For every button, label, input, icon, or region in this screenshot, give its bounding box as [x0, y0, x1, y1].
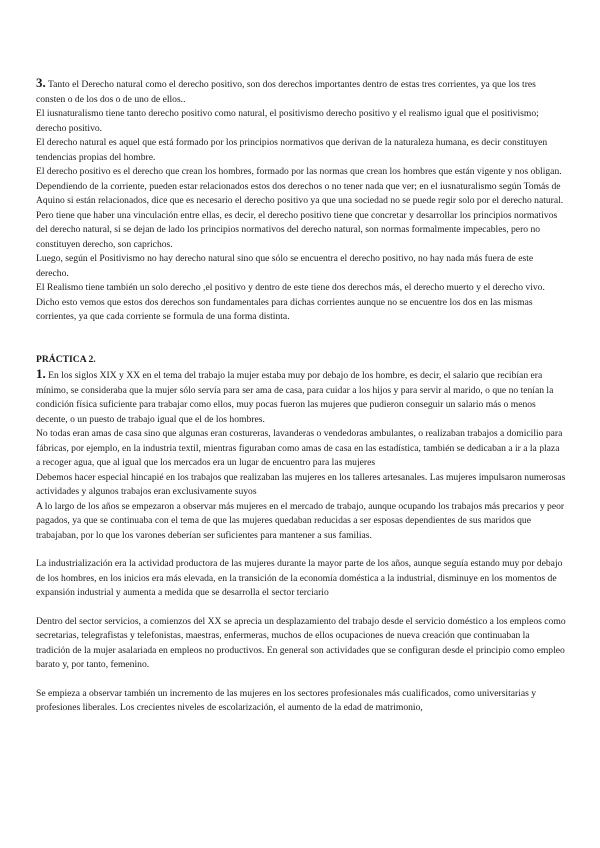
section-3-paragraph: El iusnaturalismo tiene tanto derecho positivo como natural, el positivismo derecho positivo y el realismo igual que el positivismo; derecho positivo. — [36, 108, 539, 134]
section-3-paragraph: Luego, según el Positivismo no hay derecho natural sino que sólo se encuentra el derecho positivo, no hay nada más fuera de este derecho. — [36, 253, 534, 279]
section-3-paragraph: Dependiendo de la corriente, pueden estar relacionados estos dos derechos o no tener nada que ver; en el iusnaturalismo según Tomás de Aquino si están relacionados, dice que es necesario el derecho positivo ya que una sociedad no se puede regir solo por el derecho natural. — [36, 180, 564, 206]
section-3-paragraph: Pero tiene que haber una vinculación entre ellas, es decir, el derecho positivo tiene que concretar y desarrollar los principios normativos del derecho natural, si se dejan de lado los principios normativos del derecho natural, son normas formalmente impecables, pero no constituyen derecho, son caprichos. — [36, 209, 558, 250]
practica-2-intro: 1. En los siglos XIX y XX en el tema del trabajo la mujer estaba muy por debajo de los hombre, es decir, el salario que recibían era mínimo, se consideraba que la mujer sólo servía para ser ama de casa, para cuidar a los hijos y para servir al marido, o que no tenían la condición física suficiente para trabajar como ellos, muy pocas fueron las mujeres que pudieron conseguir un salario más o menos decente, o un puesto de trabajo igual que el de los hombres. — [36, 366, 554, 425]
paragraph-servicios: Dentro del sector servicios, a comienzos del XX se aprecia un desplazamiento del trabajo desde el servicio doméstico a los empleos como secretarias, telegrafistas y telefonistas, maestras, enfermeras, muchos de ellos ocupaciones de nueva creación que continuaban la tradición de la mujer asalariada en empleos no productivos. En general son actividades que se configuran desde el principio como empleo barato y, por tanto, femenino. — [36, 615, 566, 670]
practica-2-paragraph: Debemos hacer especial hincapié en los trabajos que realizaban las mujeres en los talleres artesanales. Las mujeres impulsaron numerosas actividades y algunos trabajos eran exclusivamente suyos — [36, 471, 566, 497]
paragraph-profesionales: Se empieza a observar también un incremento de las mujeres en los sectores profesionales más cualificados, como universitarias y profesiones liberales. Los crecientes niveles de escolarización, el aumento de la edad de matrimonio, — [36, 687, 537, 713]
spacer — [36, 601, 566, 615]
section-3-intro: 3. Tanto el Derecho natural como el derecho positivo, son dos derechos importantes dentro de estas tres corrientes, ya que los tres consten o de los dos o de uno de ellos.. — [36, 75, 536, 105]
practica-2-number: 1. — [36, 366, 46, 381]
paragraph-industrializacion: La industrialización era la actividad productora de las mujeres durante la mayor parte de los años, aunque seguía estando muy por debajo de los hombres, en los inicios era más elevada, en la transición de la economía doméstica a la industrial, disminuye en los momentos de expansión industrial y aumenta a medida que se desarrolla el sector terciario — [36, 558, 563, 598]
spacer — [36, 325, 566, 353]
spacer — [36, 543, 566, 557]
section-3-paragraph: El Realismo tiene también un solo derecho ,el positivo y dentro de este tiene dos derechos más, el derecho muerto y el derecho vivo. — [36, 282, 545, 293]
document-page — [36, 76, 566, 716]
section-3-paragraph: El derecho natural es aquel que está formado por los principios normativos que derivan de la naturaleza humana, es decir constituyen tendencias propias del hombre. — [36, 137, 548, 163]
practica-2-paragraph: No todas eran amas de casa sino que algunas eran costureras, lavanderas o vendedoras ambulantes, o realizaban trabajos a domicilio para fábricas, por ejemplo, en la industria textil, mientras figuraban como amas de casa en las estadística, también se dedicaban a ir a la plaza a recoger agua, que al igual que los mercados era un lugar de encuentro para las mujeres — [36, 428, 563, 468]
section-3-paragraph: Dicho esto vemos que estos dos derechos son fundamentales para dichas corrientes aunque no se encuentre los dos en las mismas corrientes, ya que cada corriente se formula de una forma distinta. — [36, 296, 533, 322]
section-3-paragraph: El derecho positivo es el derecho que crean los hombres, formado por las normas que crean los hombres que están vigente y nos obligan. — [36, 166, 562, 177]
section-3-number: 3. — [36, 75, 46, 90]
practica-2-paragraph: A lo largo de los años se empezaron a observar más mujeres en el mercado de trabajo, aunque ocupando los trabajos más precarios y peor pagados, ya que se continuaba con el tema de que las mujeres quedaban reducidas a ser esposas dependientes de sus maridos que trabajaban, por lo que los varones deberían ser suficientes para mantener a sus familias. — [36, 500, 565, 541]
spacer — [36, 673, 566, 687]
practica-2-heading: PRÁCTICA 2. — [36, 353, 96, 365]
